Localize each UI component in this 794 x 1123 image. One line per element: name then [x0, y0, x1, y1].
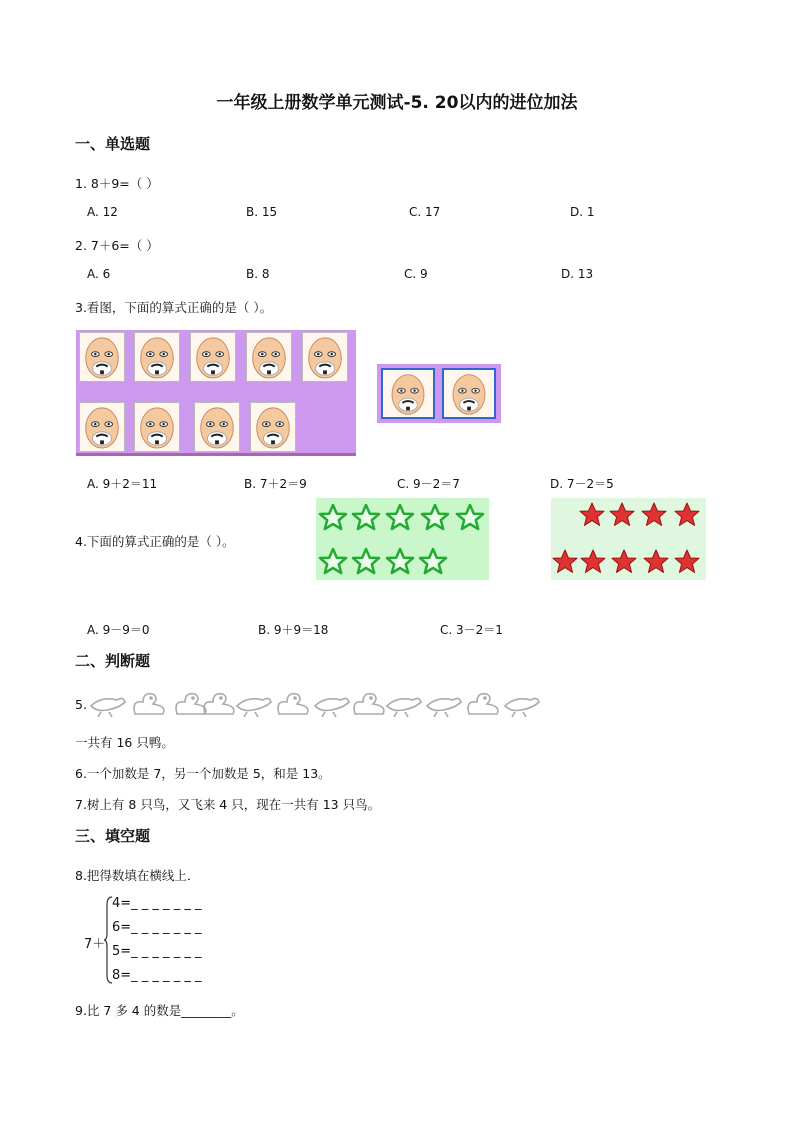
q3-option-a[interactable]: A. 9＋2＝11 [87, 477, 158, 491]
duck-icon [468, 694, 498, 714]
q4-option-c[interactable]: C. 3－2＝1 [440, 623, 503, 637]
star-icon [420, 549, 446, 573]
page-title: 一年级上册数学单元测试-5. 20以内的进位加法 [216, 93, 578, 113]
face-icon [79, 332, 125, 382]
duck-icon [134, 694, 164, 714]
question-1-stem: 1. 8＋9=（ ） [75, 176, 159, 191]
star-icon [422, 505, 448, 529]
star-icon [675, 503, 699, 526]
question-5-text: 一共有 16 只鸭。 [75, 735, 174, 750]
star-icon [387, 549, 413, 573]
star-icon [553, 550, 577, 573]
q3-option-d[interactable]: D. 7－2＝5 [550, 477, 614, 491]
q1-option-b[interactable]: B. 15 [246, 205, 278, 219]
q3-option-c[interactable]: C. 9－2＝7 [397, 477, 460, 491]
question-3-stem: 3.看图，下面的算式正确的是（ ）。 [75, 300, 273, 315]
question-6-stem: 6.一个加数是 7，另一个加数是 5，和是 13。 [75, 766, 331, 781]
face-icon [250, 402, 296, 452]
star-icon [320, 505, 346, 529]
red-stars-panel [551, 498, 706, 580]
question-2-stem: 2. 7＋6=（ ） [75, 238, 159, 253]
face-icon [134, 402, 180, 452]
duck-icon [427, 698, 461, 717]
q3-option-b[interactable]: B. 7＋2＝9 [244, 477, 307, 491]
star-icon [610, 503, 634, 526]
section-heading-fill-blank: 三、填空题 [75, 827, 151, 845]
q8-blank-row[interactable]: 5=_ _ _ _ _ _ _ [112, 944, 202, 959]
green-stars-panel [316, 498, 489, 580]
duck-icon [387, 698, 421, 717]
q8-blank-row[interactable]: 6=_ _ _ _ _ _ _ [112, 920, 202, 935]
q4-option-b[interactable]: B. 9＋9＝18 [258, 623, 329, 637]
duck-icon [354, 694, 384, 714]
star-icon [353, 505, 379, 529]
face-icon [302, 332, 348, 382]
duck-icon [315, 698, 349, 717]
duck-icon [91, 698, 125, 717]
face-icon [134, 332, 180, 382]
face-icon [190, 332, 236, 382]
duck-icon [204, 694, 234, 714]
star-icon [353, 549, 379, 573]
face-icon [79, 402, 125, 452]
duck-icon [176, 694, 206, 714]
star-icon [612, 550, 636, 573]
ducks-picture [87, 686, 542, 720]
star-icon [644, 550, 668, 573]
question-9-stem: 9.比 7 多 4 的数是________。 [75, 1003, 244, 1018]
face-icon [246, 332, 292, 382]
q1-option-a[interactable]: A. 12 [87, 205, 118, 219]
duck-icon [278, 694, 308, 714]
star-icon [580, 503, 604, 526]
q2-option-c[interactable]: C. 9 [404, 267, 428, 281]
star-icon [320, 549, 346, 573]
faces-panel-large [76, 330, 356, 456]
star-icon [387, 505, 413, 529]
q4-option-a[interactable]: A. 9－9＝0 [87, 623, 150, 637]
section-heading-true-false: 二、判断题 [75, 652, 151, 670]
question-4-stem: 4.下面的算式正确的是（ ）。 [75, 534, 235, 549]
duck-icon [237, 698, 271, 717]
question-8-stem: 8.把得数填在横线上． [75, 868, 200, 883]
faces-panel-small [377, 364, 501, 423]
q8-blank-row[interactable]: 4=_ _ _ _ _ _ _ [112, 896, 202, 911]
question-7-stem: 7.树上有 8 只鸟，又飞来 4 只，现在一共有 13 只鸟。 [75, 797, 381, 812]
face-icon [194, 402, 240, 452]
q1-option-d[interactable]: D. 1 [570, 205, 595, 219]
q8-blank-row[interactable]: 8=_ _ _ _ _ _ _ [112, 968, 202, 983]
question-5-number: 5. [75, 697, 87, 712]
star-icon [581, 550, 605, 573]
q2-option-b[interactable]: B. 8 [246, 267, 270, 281]
duck-icon [505, 698, 539, 717]
q8-prefix: 7＋ [84, 937, 106, 952]
q1-option-c[interactable]: C. 17 [409, 205, 441, 219]
section-heading-single-choice: 一、单选题 [75, 135, 151, 153]
star-icon [642, 503, 666, 526]
face-icon [442, 368, 496, 419]
star-icon [675, 550, 699, 573]
star-icon [457, 505, 483, 529]
face-icon [381, 368, 435, 419]
q2-option-d[interactable]: D. 13 [561, 267, 594, 281]
q2-option-a[interactable]: A. 6 [87, 267, 111, 281]
